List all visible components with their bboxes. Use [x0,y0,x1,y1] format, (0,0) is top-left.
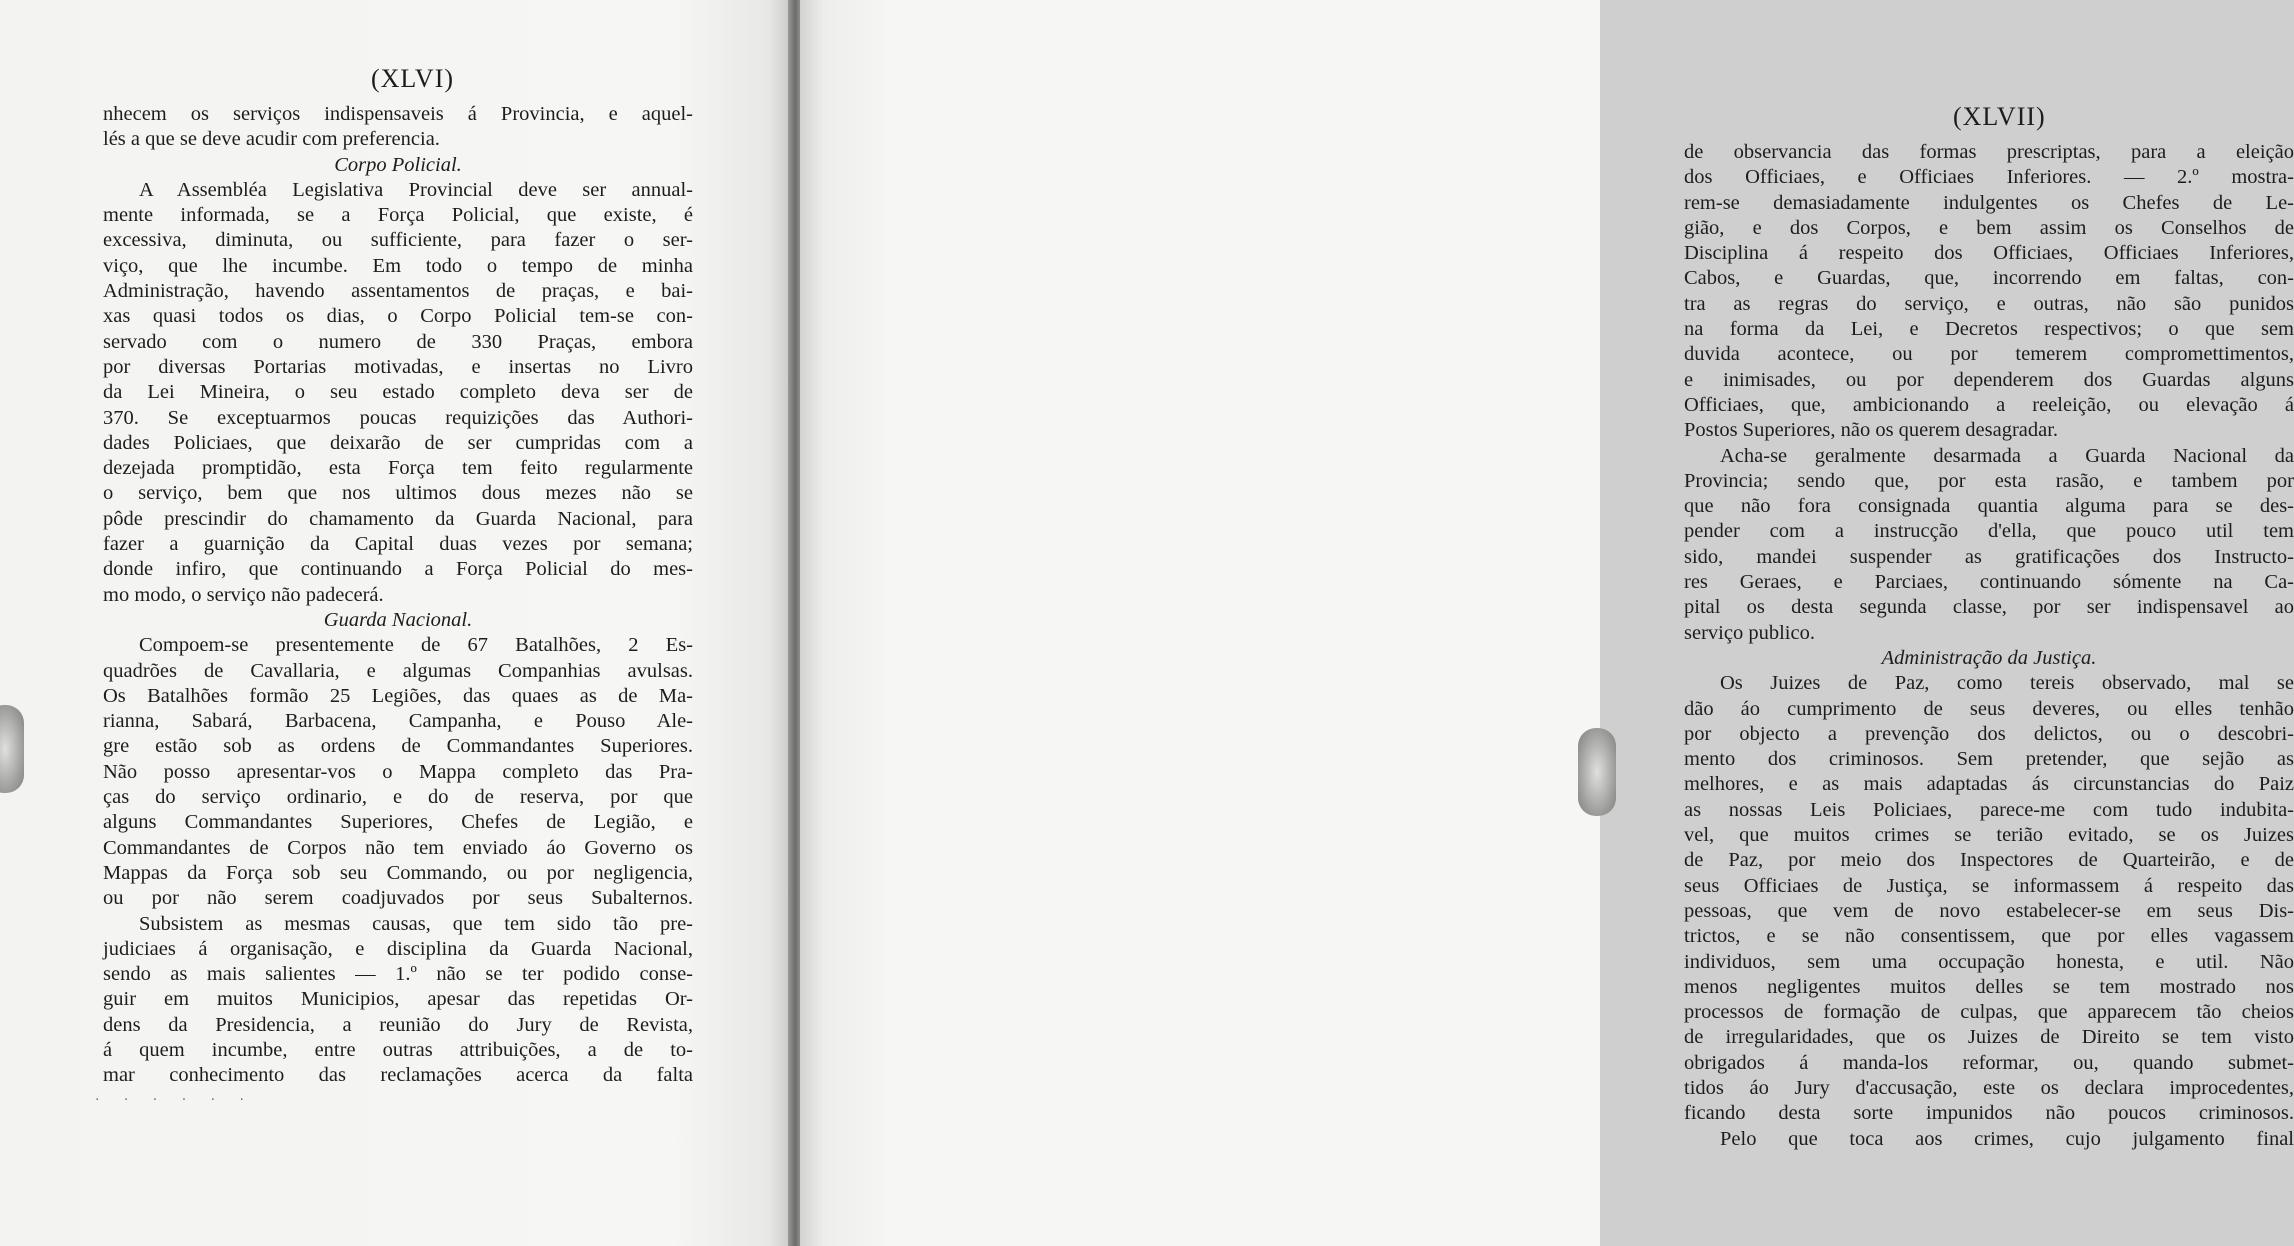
text-line: pital os desta segunda classe, por ser indispensavel ao [1684,596,2294,619]
left-page [0,0,792,1246]
text-line: ou por não serem coadjuvados por seus Subalternos. [103,887,693,910]
text-line: individuos, sem uma occupação honesta, e util. Não [1684,950,2294,973]
text-line: dades Policiaes, que deixarão de ser cumpridas com a [103,431,693,454]
text-line: duvida acontece, ou por temerem compromettimentos, [1684,343,2294,366]
text-line: gião, e dos Corpos, e bem assim os Conselhos de [1684,216,2294,239]
page-text [103,102,693,1089]
text-line: guir em muitos Municipios, apesar das repetidas Or- [103,988,693,1011]
text-line: dão áo cumprimento de seus deveres, ou elles tenhão [1684,697,2294,720]
text-line: ficando desta sorte impunidos não poucos criminosos. [1684,1102,2294,1125]
text-line: fazer a guarnição da Capital duas vezes por semana; [103,533,693,556]
page-number: (XLVII) [1953,102,2046,131]
text-line: gre estão sob as ordens de Commandantes Superiores. [103,735,693,758]
text-line: na forma da Lei, e Decretos respectivos; o que sem [1684,318,2294,341]
text-line: tra as regras do serviço, e outras, não são punidos [1684,292,2294,315]
text-line: o serviço, bem que nos ultimos dous mezes não se [103,482,693,505]
text-line: alguns Commandantes Superiores, Chefes de Legião, e [103,811,693,834]
text-line: Os Juizes de Paz, como tereis observado, mal se [1720,672,2294,695]
text-line: á quem incumbe, entre outras attribuições, a de to- [103,1038,693,1061]
text-line: seus Officiaes de Justiça, se informassem á respeito das [1684,874,2294,897]
text-line: Commandantes de Corpos não tem enviado áo Governo os [103,836,693,859]
text-line: res Geraes, e Parciaes, continuando sómente na Ca- [1684,571,2294,594]
text-line: excessiva, diminuta, ou sufficiente, para fazer o ser- [103,229,693,252]
section-heading: Administração da Justiça. [1881,646,2097,669]
binding-clip [1578,728,1616,816]
text-line: por diversas Portarias motivadas, e insertas no Livro [103,355,693,378]
text-line: Disciplina á respeito dos Officiaes, Officiaes Inferiores, [1684,242,2294,265]
text-line: menos negligentes muitos delles se tem mostrado nos [1684,975,2294,998]
text-line: viço, que lhe incumbe. Em todo o tempo de minha [103,254,693,277]
text-line: A Assembléa Legislativa Provincial deve ser annual- [139,178,693,201]
text-line: Pelo que toca aos crimes, cujo julgamento final [1720,1127,2294,1150]
text-line: tidos áo Jury d'accusação, este os declara improcedentes, [1684,1076,2294,1099]
right-page [800,0,2294,1246]
text-line: Provincia; sendo que, por esta rasão, e tambem por [1684,469,2294,492]
text-line: ças do serviço ordinario, e do de reserva, por que [103,786,693,809]
text-line: Não posso apresentar-vos o Mappa completo das Pra- [103,760,693,783]
text-line: mo modo, o serviço não padecerá. [103,583,384,606]
print-specks: · · · · · · [95,1092,254,1108]
text-line: processos de formação de culpas, que apparecem tão cheios [1684,1001,2294,1024]
text-line: de Paz, por meio dos Inspectores de Quarteirão, e de [1684,849,2294,872]
text-line: Mappas da Força sob seu Commando, ou por negligencia, [103,861,693,884]
text-line: da Lei Mineira, o seu estado completo deva ser de [103,381,693,404]
text-line: serviço publico. [1684,621,1815,644]
text-line: mente informada, se a Força Policial, que existe, é [103,204,693,227]
text-line: de observancia das formas prescriptas, para a eleição [1684,141,2294,163]
text-line: nhecem os serviços indispensaveis á Provincia, e aquel- [103,103,693,125]
text-line: quadrões de Cavallaria, e algumas Companhias avulsas. [103,659,693,682]
text-line: Administração, havendo assentamentos de praças, e bai- [103,280,693,303]
text-line: Acha-se geralmente desarmada a Guarda Nacional da [1720,444,2294,467]
text-line: lés a que se deve acudir com preferencia. [103,128,440,151]
page-number: (XLVI) [371,64,455,93]
text-line: Os Batalhões formão 25 Legiões, das quaes as de Ma- [103,684,693,707]
text-line: as nossas Leis Policiaes, parece-me com tudo indubita- [1684,798,2294,821]
text-line: xas quasi todos os dias, o Corpo Policial tem-se con- [103,305,693,328]
section-heading: Guarda Nacional. [323,608,473,631]
text-line: sendo as mais salientes — 1.º não se ter podido conse- [103,963,693,986]
section-heading: Corpo Policial. [334,153,462,176]
page-text [1684,140,2294,1152]
text-line: sido, mandei suspender as gratificações dos Instructo- [1684,545,2294,568]
text-line: pôde prescindir do chamamento da Guarda Nacional, para [103,507,693,530]
text-line: que não fora consignada quantia alguma para se des- [1684,495,2294,518]
text-line: donde infiro, que continuando a Força Policial do mes- [103,558,693,581]
text-line: dezejada promptidão, esta Força tem feito regularmente [103,457,693,480]
text-line: pessoas, que vem de novo estabelecer-se em seus Dis- [1684,899,2294,922]
text-line: rianna, Sabará, Barbacena, Campanha, e Pouso Ale- [103,710,693,733]
text-line: trictos, e se não consentissem, que por elles vagassem [1684,925,2294,948]
text-line: vel, que muitos crimes se terião evitado, se os Juizes [1684,824,2294,847]
text-line: judiciaes á organisação, e disciplina da Guarda Nacional, [103,937,693,960]
text-line: mar conhecimento das reclamações acerca da falta [103,1064,693,1087]
text-line: 370. Se exceptuarmos poucas requizições das Authori- [103,406,693,429]
text-line: Subsistem as mesmas causas, que tem sido tão pre- [139,912,693,935]
text-line: e inimisades, ou por dependerem dos Guardas alguns [1684,368,2294,391]
text-line: dens da Presidencia, a reunião do Jury de Revista, [103,1013,693,1036]
text-line: obrigados á manda-los reformar, ou, quando submet- [1684,1051,2294,1074]
text-line: Cabos, e Guardas, que, incorrendo em faltas, con- [1684,267,2294,290]
text-line: dos Officiaes, e Officiaes Inferiores. — 2.º mostra- [1684,166,2294,189]
binding-clip [0,705,24,793]
text-line: pender com a instrucção d'ella, que pouco util tem [1684,520,2294,543]
text-line: servado com o numero de 330 Praças, embora [103,330,693,353]
text-line: Compoem-se presentemente de 67 Batalhões, 2 Es- [139,634,693,657]
text-line: mento dos criminosos. Sem pretender, que sejão as [1684,748,2294,771]
text-line: Officiaes, que, ambicionando a reeleição, ou elevação á [1684,393,2294,416]
text-line: por objecto a prevenção dos delictos, ou o descobri- [1684,722,2294,745]
text-line: rem-se demasiadamente indulgentes os Chefes de Le- [1684,191,2294,214]
text-line: Postos Superiores, não os querem desagradar. [1684,419,2059,442]
text-line: de irregularidades, que os Juizes de Direito se tem visto [1684,1026,2294,1049]
text-line: melhores, e as mais adaptadas ás circunstancias do Paiz [1684,773,2294,796]
